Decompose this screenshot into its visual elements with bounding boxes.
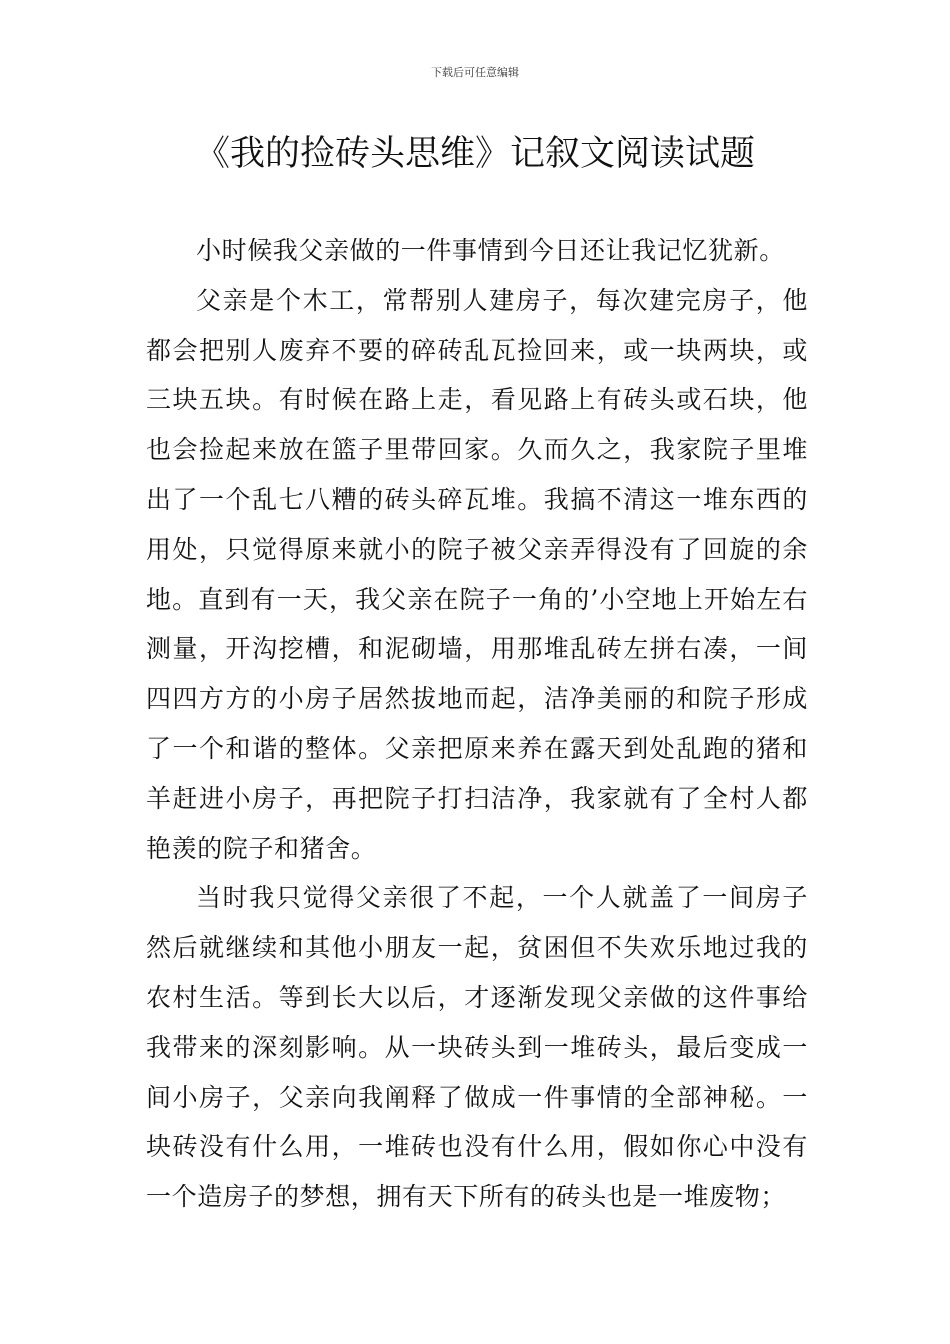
paragraph-2: 父亲是个木工，常帮别人建房子，每次建完房子，他都会把别人废弃不要的碎砖乱瓦捡回来，或一块两块，或三块五块。有时候在路上走，看见路上有砖头或石块，他也会捡起来放在篮子里带回家。久而久之，我家院子里堆出了一个乱七八糟的砖头碎瓦堆。我搞不清这一堆东西的用处，只觉得原来就小的院子被父亲弄得没有了回旋的余地。直到有一天，我父亲在院子一角的’小空地上开始左右测量，开沟挖槽，和泥砌墙，用那堆乱砖左拼右凑，一间四四方方的小房子居然拔地而起，洁净美丽的和院子形成了一个和谐的整体。父亲把原来养在露天到处乱跑的猪和羊赶进小房子，再把院子打扫洁净，我家就有了全村人都艳羡的院子和猪舍。 [146, 285, 808, 863]
paragraph-1: 小时候我父亲做的一件事情到今日还让我记忆犹新。 [196, 236, 785, 265]
document-body [146, 226, 808, 1222]
document-title: 《我的捡砖头思维》记叙文阅读试题 [194, 134, 755, 174]
header-note: 下载后可任意编辑 [431, 66, 519, 79]
paragraph-3: 当时我只觉得父亲很了不起，一个人就盖了一间房子然后就继续和其他小朋友一起，贫困但不失欢乐地过我的农村生活。等到长大以后，才逐渐发现父亲做的这件事给我带来的深刻影响。从一块砖头到一堆砖头，最后变成一间小房子，父亲向我阐释了做成一件事情的全部神秘。一块砖没有什么用，一堆砖也没有什么用，假如你心中没有一个造房子的梦想，拥有天下所有的砖头也是一堆废物； [146, 883, 808, 1212]
